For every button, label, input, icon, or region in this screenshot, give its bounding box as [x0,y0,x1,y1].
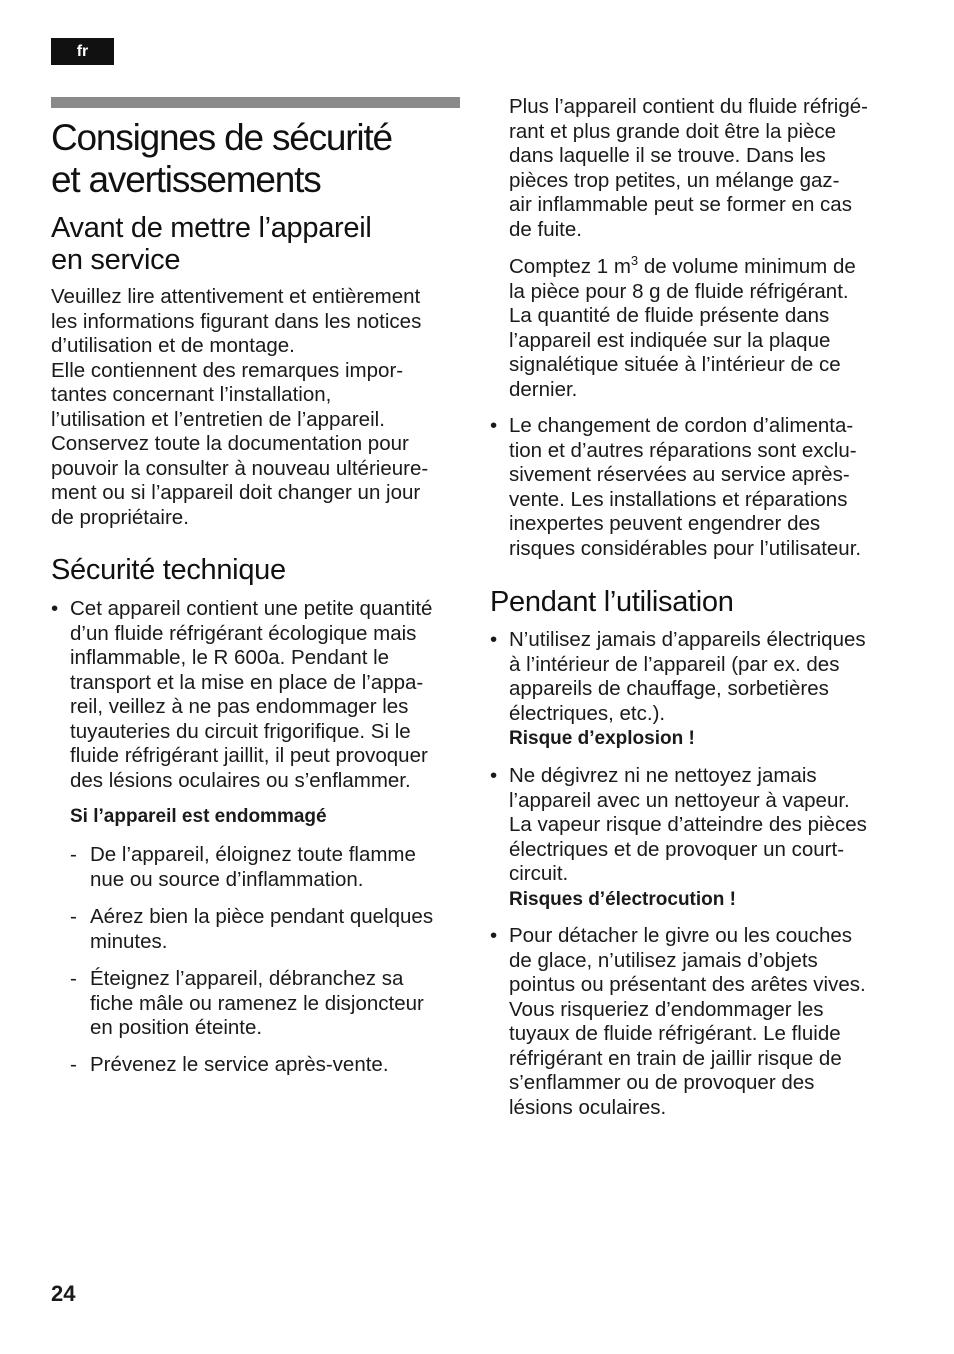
text-line: transport et la mise en place de l’appa- [70,670,424,694]
text-line: fluide réfrigérant jaillit, il peut provoquer [70,744,428,767]
text-line: pointus ou présentant des arêtes vives. [509,973,866,996]
text-line: minutes. [90,929,168,953]
text-line: s’enflammer ou de provoquer des [509,1071,815,1094]
warning-explosion: Risque d’explosion ! [509,728,695,749]
text-line: réfrigérant en train de jaillir risque de [509,1046,842,1070]
bullet-refrigerant [51,597,466,793]
text-line: l’appareil avec un nettoyeur à vapeur. [509,788,850,812]
text-line: d’un fluide réfrigérant écologique mais [70,621,417,645]
text-line: Le changement de cordon d’alimenta- [509,414,854,437]
dash-marker: - [70,843,77,866]
page-title-line2: et avertissements [51,159,321,200]
text-line: appareils de chauffage, sorbetières [509,677,829,700]
text-line: Plus l’appareil contient du fluide réfrigé- [509,95,868,118]
text-line: circuit. [509,862,569,885]
bullet-marker: • [490,924,498,947]
text-line: de glace, n’utilisez jamais d’objets [509,948,818,972]
dash-item-flame [70,843,466,892]
text-line: Cet appareil contient une petite quantité [70,597,433,620]
heading-line: Avant de mettre l’appareil [51,212,372,244]
damaged-subheading: Si l’appareil est endommagé [70,806,327,827]
text-line: Aérez bien la pièce pendant quelques [90,905,434,928]
dash-item-service [70,1053,466,1078]
text-line: de fuite. [509,217,582,241]
warning-electrocution: Risques d’électrocution ! [509,888,736,910]
heading-line: en service [51,244,181,276]
bullet-steam-cleaner [490,764,909,912]
dash-item-switch-off [70,967,466,1041]
text-line: La vapeur risque d’atteindre des pièces [509,813,867,836]
text-line: de propriétaire. [51,505,189,529]
superscript: 3 [630,253,639,269]
text-line: à l’intérieur de l’appareil (par ex. des [509,652,840,676]
paragraph-volume [509,255,909,402]
text-line: ment ou si l’appareil doit changer un jour [51,481,421,504]
language-tag: fr [51,38,114,65]
page-title-line1: Consignes de sécurité [51,117,392,158]
text-line: Conservez toute la documentation pour [51,432,409,455]
text-line: les informations figurant dans les notices [51,309,422,333]
text-line: l’utilisation et l’entretien de l’appareil. [51,407,385,431]
bullet-marker: • [490,414,498,437]
text-line: Ne dégivrez ni ne nettoyez jamais [509,764,817,787]
text-line: Elle contiennent des remarques impor- [51,358,404,382]
text-line: De l’appareil, éloignez toute flamme [90,843,416,866]
text-line: Éteignez l’appareil, débranchez sa [90,967,404,990]
heading-securite-technique: Sécurité technique [51,554,286,586]
text-line: dans laquelle il se trouve. Dans les [509,144,826,167]
page-number: 24 [51,1281,76,1306]
text-line: la pièce pour 8 g de fluide réfrigérant. [509,279,849,303]
bullet-defrost [490,924,909,1120]
text-line: dernier. [509,377,578,401]
heading-avant-service [51,212,466,276]
intro-paragraph [51,285,466,530]
text-line: signalétique située à l’intérieur de ce [509,353,841,376]
text-line: de volume minimum de [638,255,856,278]
text-line: Pour détacher le givre ou les couches [509,924,853,947]
heading-pendant-utilisation: Pendant l’utilisation [490,586,734,618]
dash-marker: - [70,1053,77,1076]
text-line: Veuillez lire attentivement et entièrement [51,285,421,308]
text-line: tuyauteries du circuit frigorifique. Si le [70,719,411,743]
text-line: rant et plus grande doit être la pièce [509,119,837,143]
text-line: Vous risqueriez d’endommager les [509,997,824,1021]
text-line: inexpertes peuvent engendrer des [509,512,821,535]
page-title [51,117,392,201]
text-line: électriques, etc.). [509,701,666,725]
text-line: fiche mâle ou ramenez le disjoncteur [90,991,424,1015]
text-line: lésions oculaires. [509,1095,667,1119]
text-line: en position éteinte. [90,1016,263,1039]
text-line: air inflammable peut se former en cas [509,193,852,216]
text-line: électriques et de provoquer un court- [509,837,845,861]
text-line: vente. Les installations et réparations [509,487,848,511]
bullet-power-cord [490,414,909,561]
text-line: tantes concernant l’installation, [51,383,332,406]
dash-marker: - [70,967,77,990]
dash-marker: - [70,905,77,928]
text-line: tuyaux de fluide réfrigérant. Le fluide [509,1022,841,1045]
text-line: La quantité de fluide présente dans [509,304,830,327]
paragraph-room-size [509,95,909,242]
text-line: N’utilisez jamais d’appareils électriques [509,628,866,651]
text-line: risques considérables pour l’utilisateur. [509,536,862,560]
bullet-electric-appliances [490,628,909,752]
text-line: nue ou source d’inflammation. [90,867,364,891]
text-line: tion et d’autres réparations sont exclu- [509,438,857,462]
text-line: sivement réservées au service après- [509,463,850,486]
text-line: pièces trop petites, un mélange gaz- [509,168,840,192]
text-line: inflammable, le R 600a. Pendant le [70,646,390,669]
dash-item-ventilate [70,905,466,954]
text-line: Prévenez le service après-vente. [90,1053,389,1076]
text-line: des lésions oculaires ou s’enflammer. [70,768,411,792]
text-line: pouvoir la consulter à nouveau ultérieure- [51,456,429,480]
bullet-marker: • [490,628,498,651]
text-line: reil, veillez à ne pas endommager les [70,695,409,718]
text-line: l’appareil est indiquée sur la plaque [509,328,831,352]
bullet-marker: • [490,764,498,787]
bullet-marker: • [51,597,59,620]
text-line: d’utilisation et de montage. [51,334,295,357]
section-rule [51,97,460,108]
text-line: Comptez 1 m [509,255,631,278]
